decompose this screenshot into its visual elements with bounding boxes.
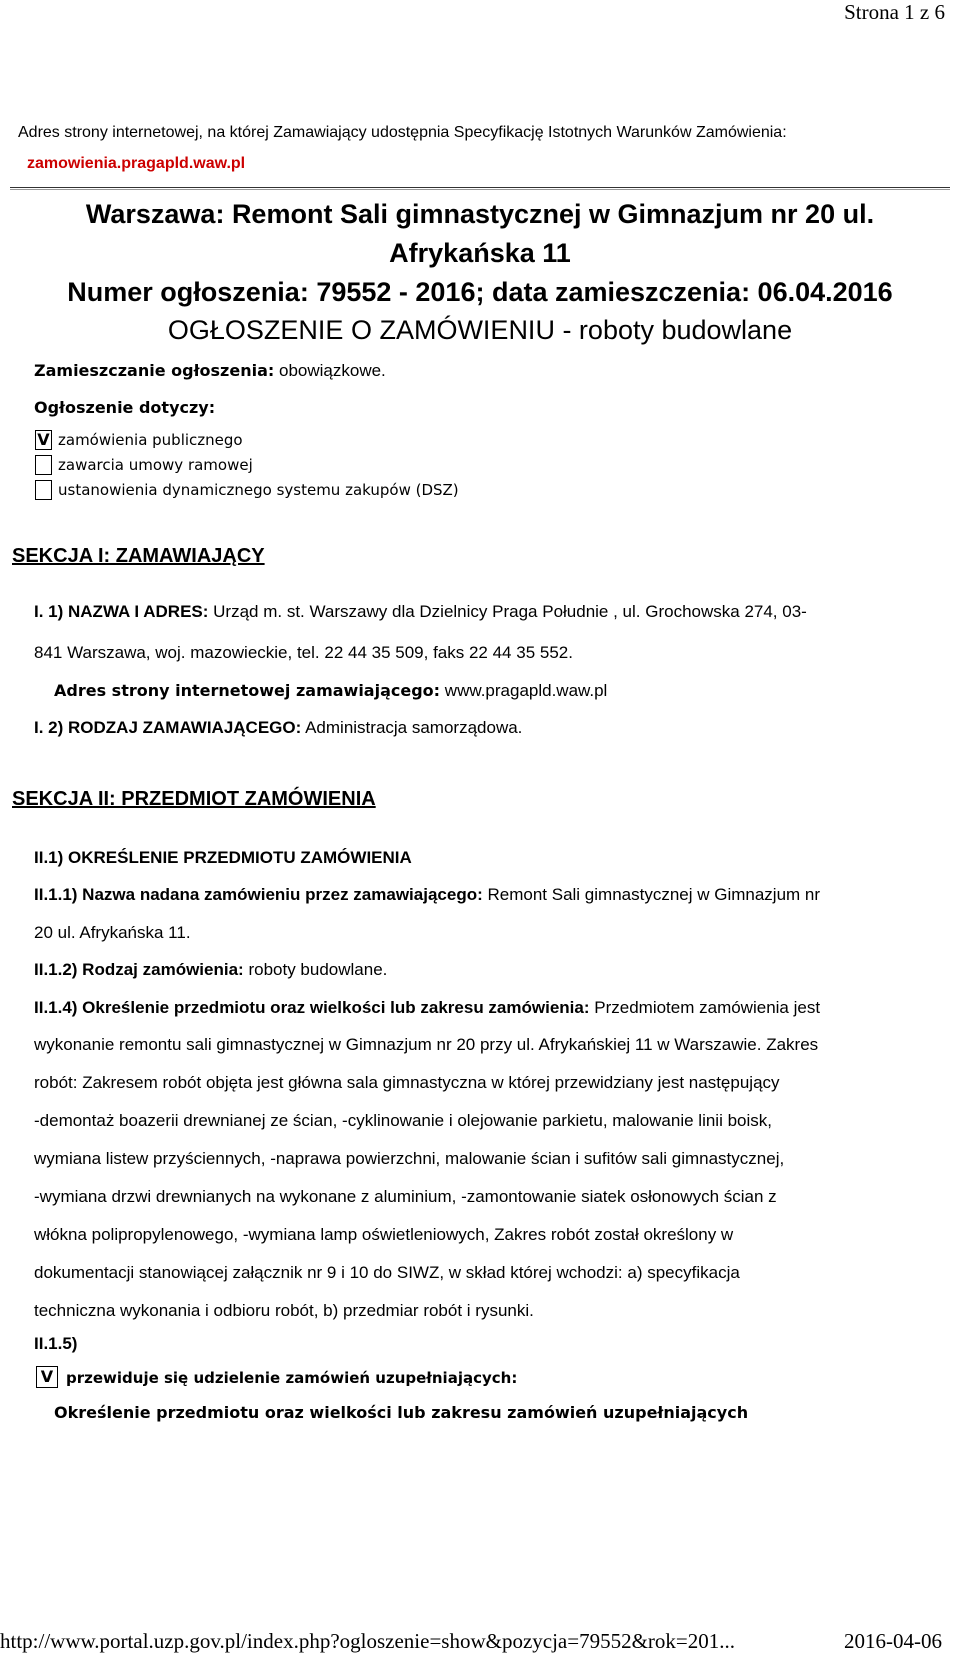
announcement-number: Numer ogłoszenia: 79552 - 2016; data zamieszczenia: 06.04.2016: [67, 277, 893, 307]
section2-name-value-line2: 20 ul. Afrykańska 11.: [34, 923, 191, 942]
section1-name-value-line2: 841 Warszawa, woj. mazowieckie, tel. 22 44 35 509, faks 22 44 35 552.: [34, 643, 573, 662]
section2-scope-line: robót: Zakresem robót objęta jest główna sala gimnastyczna w której przewidziany jest następujący: [34, 1073, 780, 1092]
section1-type-row: [34, 718, 522, 738]
section2-heading: SEKCJA II: PRZEDMIOT ZAMÓWIENIA: [12, 788, 376, 810]
supplementary-label: przewiduje się udzielenie zamówień uzupełniających:: [66, 1369, 518, 1387]
section2-name-value-line1: Remont Sali gimnastycznej w Gimnazjum nr: [487, 885, 821, 904]
section2-scope-line: -wymiana drzwi drewnianych na wykonane z aluminium, -zamontowanie siatek osłonowych ścian z: [34, 1187, 777, 1206]
section1-website-row: [54, 681, 607, 701]
footer-url[interactable]: http://www.portal.uzp.gov.pl/index.php?ogloszenie=show&pozycja=79552&rok=201...: [0, 1629, 736, 1653]
footer-date: 2016-04-06: [844, 1629, 942, 1653]
page-indicator: Strona 1 z 6: [844, 0, 945, 24]
section2-scope-line: -demontaż boazerii drewnianej ze ścian, -cyklinowanie i olejowanie parkietu, malowanie linii boisk,: [34, 1111, 772, 1130]
section2-scope-line: wymiana listew przyściennych, -naprawa powierzchni, malowanie ścian i sufitów sali gimnastycznej,: [34, 1149, 785, 1168]
section2-scope-label: II.1.4) Określenie przedmiotu oraz wielkości lub zakresu zamówienia:: [34, 998, 590, 1017]
section2-type-label: II.1.2) Rodzaj zamówienia:: [34, 960, 244, 979]
section2-scope-row: [34, 998, 820, 1018]
section2-scope-line: dokumentacji stanowiącej załącznik nr 9 i 10 do SIWZ, w skład której wchodzi: a) specyfikacja: [34, 1263, 740, 1282]
section1-heading: SEKCJA I: ZAMAWIAJĄCY: [12, 545, 265, 567]
section1-website-value[interactable]: www.pragapld.waw.pl: [444, 681, 608, 700]
section2-scope-body: [34, 1026, 818, 1330]
section2-subheading: II.1) OKREŚLENIE PRZEDMIOTU ZAMÓWIENIA: [34, 848, 412, 867]
siwz-intro-text: Adres strony internetowej, na której Zamawiający udostępnia Specyfikację Istotnych Warunków Zamówienia:: [18, 124, 787, 141]
section2-scope-line: wykonanie remontu sali gimnastycznej w Gimnazjum nr 20 przy ul. Afrykańskiej 11 w Warszawie. Zakres: [34, 1035, 819, 1054]
concerns-checkbox-public[interactable]: V: [35, 430, 52, 450]
supplementary-scope-label: Określenie przedmiotu oraz wielkości lub zakresu zamówień uzupełniających: [54, 1403, 749, 1422]
section1-name-label: I. 1) NAZWA I ADRES:: [34, 602, 209, 621]
concerns-checkbox-dsz[interactable]: [35, 480, 52, 500]
concerns-option-public-label: zamówienia publicznego: [58, 431, 243, 449]
section2-type-value: roboty budowlane.: [248, 960, 388, 979]
section1-name-row: [34, 602, 807, 622]
placement-label: Zamieszczanie ogłoszenia:: [34, 361, 275, 380]
concerns-checkbox-framework[interactable]: [35, 455, 52, 475]
section1-type-value: Administracja samorządowa.: [305, 718, 523, 737]
page-title-line2: Afrykańska 11: [389, 238, 571, 268]
page-title-line1: Warszawa: Remont Sali gimnastycznej w Gimnazjum nr 20 ul.: [85, 199, 875, 229]
concerns-label: Ogłoszenie dotyczy:: [34, 398, 216, 417]
concerns-option-dsz-label: ustanowienia dynamicznego systemu zakupów (DSZ): [58, 481, 459, 499]
section2-scope-line1: Przedmiotem zamówienia jest: [594, 998, 821, 1017]
section2-type-row: [34, 960, 387, 980]
section2-scope-line: techniczna wykonania i odbioru robót, b) przedmiar robót i rysunki.: [34, 1301, 534, 1320]
section1-type-label: I. 2) RODZAJ ZAMAWIAJĄCEGO:: [34, 718, 302, 737]
divider: [10, 187, 950, 190]
section1-name-value-line1: Urząd m. st. Warszawy dla Dzielnicy Praga Południe , ul. Grochowska 274, 03-: [213, 602, 807, 621]
announcement-subtitle: OGŁOSZENIE O ZAMÓWIENIU - roboty budowlane: [167, 315, 793, 345]
section2-scope-line: włókna polipropylenowego, -wymiana lamp oświetleniowych, Zakres robót został określony w: [34, 1225, 734, 1244]
section2-name-row: [34, 885, 820, 905]
section2-item15-label: II.1.5): [34, 1334, 78, 1353]
supplementary-checkbox[interactable]: V: [36, 1366, 58, 1388]
placement-row: [34, 361, 386, 381]
concerns-option-framework-label: zawarcia umowy ramowej: [58, 456, 253, 474]
placement-value: obowiązkowe.: [279, 361, 386, 380]
siwz-link[interactable]: zamowienia.pragapld.waw.pl: [27, 155, 246, 172]
section2-name-label: II.1.1) Nazwa nadana zamówieniu przez zamawiającego:: [34, 885, 483, 904]
section1-website-label: Adres strony internetowej zamawiającego:: [54, 681, 441, 700]
